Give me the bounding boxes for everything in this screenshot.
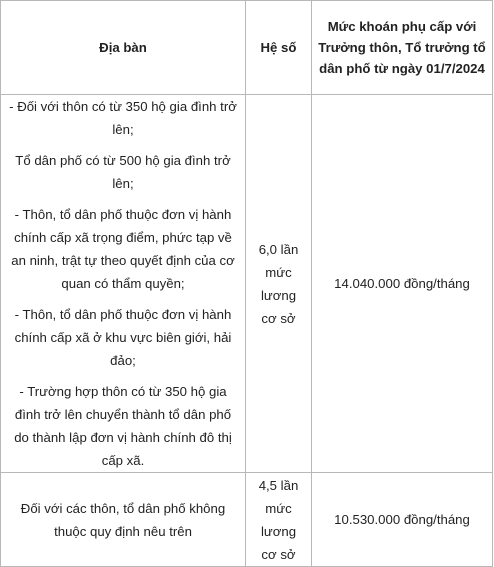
area-cell: [1, 473, 246, 567]
allowance-cell: 14.040.000 đồng/tháng: [312, 95, 493, 473]
area-paragraph: Tổ dân phố có từ 500 hộ gia đình trở lên;: [15, 153, 231, 191]
header-area: Địa bàn: [1, 1, 246, 95]
area-paragraph: - Thôn, tổ dân phố thuộc đơn vị hành chính cấp xã trọng điểm, phức tạp về an ninh, trật tự theo quyết định của cơ quan có thẩm quyền;: [11, 207, 235, 291]
table-header-row: [1, 1, 493, 95]
area-paragraph: - Trường hợp thôn có từ 350 hộ gia đình trở lên chuyển thành tổ dân phố do thành lập đơn vị hành chính đô thị cấp xã.: [14, 384, 232, 468]
coefficient-cell: 6,0 lần mức lương cơ sở: [246, 95, 312, 473]
table-row: [1, 95, 493, 473]
area-cell: [1, 95, 246, 473]
coefficient-cell: 4,5 lần mức lương cơ sở: [246, 473, 312, 567]
header-coefficient: Hệ số: [246, 1, 312, 95]
area-paragraph: - Thôn, tổ dân phố thuộc đơn vị hành chính cấp xã ở khu vực biên giới, hải đảo;: [14, 307, 232, 368]
table-row: [1, 473, 493, 567]
area-paragraph: Đối với các thôn, tổ dân phố không thuộc quy định nêu trên: [20, 500, 226, 539]
area-paragraph: - Đối với thôn có từ 350 hộ gia đình trở lên;: [9, 99, 237, 137]
header-allowance: Mức khoán phụ cấp với Trưởng thôn, Tổ trưởng tổ dân phố từ ngày 01/7/2024: [312, 1, 493, 95]
allowance-cell: 10.530.000 đồng/tháng: [312, 473, 493, 567]
